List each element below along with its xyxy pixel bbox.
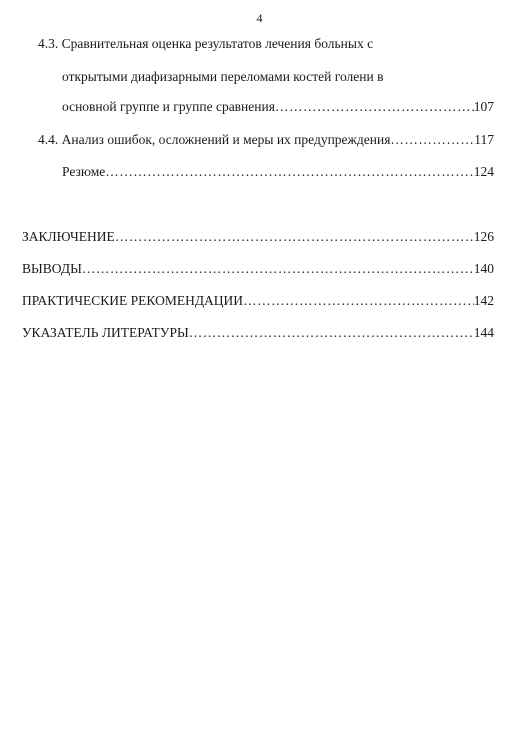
toc-page-ref: 124 — [473, 164, 494, 179]
toc-entry-bibliography[interactable] — [22, 325, 494, 341]
toc-page-ref: 117 — [474, 132, 494, 147]
toc-page-ref: 126 — [473, 229, 494, 244]
toc-entry-label: 4.4. Анализ ошибок, осложнений и меры их предупреждения — [38, 132, 391, 147]
toc-leader-dots — [390, 132, 474, 148]
toc-leader-dots — [189, 325, 474, 341]
toc-page-ref: 142 — [473, 293, 494, 308]
toc-entry-recommendations[interactable] — [22, 293, 494, 309]
toc-entry-4-3-line-1: 4.3. Сравнительная оценка результатов лечения больных с — [38, 36, 374, 51]
toc-entry-label: основной группе и группе сравнения — [62, 99, 275, 114]
toc-entry-4-4[interactable] — [38, 132, 494, 148]
toc-entry-label: УКАЗАТЕЛЬ ЛИТЕРАТУРЫ — [22, 325, 189, 340]
toc-leader-dots — [275, 99, 474, 115]
toc-entry-label: ЗАКЛЮЧЕНИЕ — [22, 229, 115, 244]
toc-entry-conclusion[interactable] — [22, 229, 494, 245]
toc-leader-dots — [243, 293, 474, 309]
toc-entry-4-3-line-2: открытыми диафизарными переломами костей голени в — [62, 69, 384, 84]
toc-page-ref: 140 — [473, 261, 494, 276]
toc-entry-resume[interactable] — [62, 164, 494, 180]
toc-entry-label: Резюме — [62, 164, 106, 179]
toc-leader-dots — [82, 261, 474, 277]
page-number: 4 — [256, 11, 263, 25]
toc-page-ref: 107 — [473, 99, 494, 114]
toc-entry-label: ПРАКТИЧЕСКИЕ РЕКОМЕНДАЦИИ — [22, 293, 244, 308]
toc-leader-dots — [105, 164, 473, 180]
toc-page-ref: 144 — [473, 325, 494, 340]
toc-entry-4-3-line-3[interactable] — [62, 99, 494, 115]
toc-entry-findings[interactable] — [22, 261, 494, 277]
toc-entry-label: ВЫВОДЫ — [22, 261, 82, 276]
toc-leader-dots — [115, 229, 474, 245]
